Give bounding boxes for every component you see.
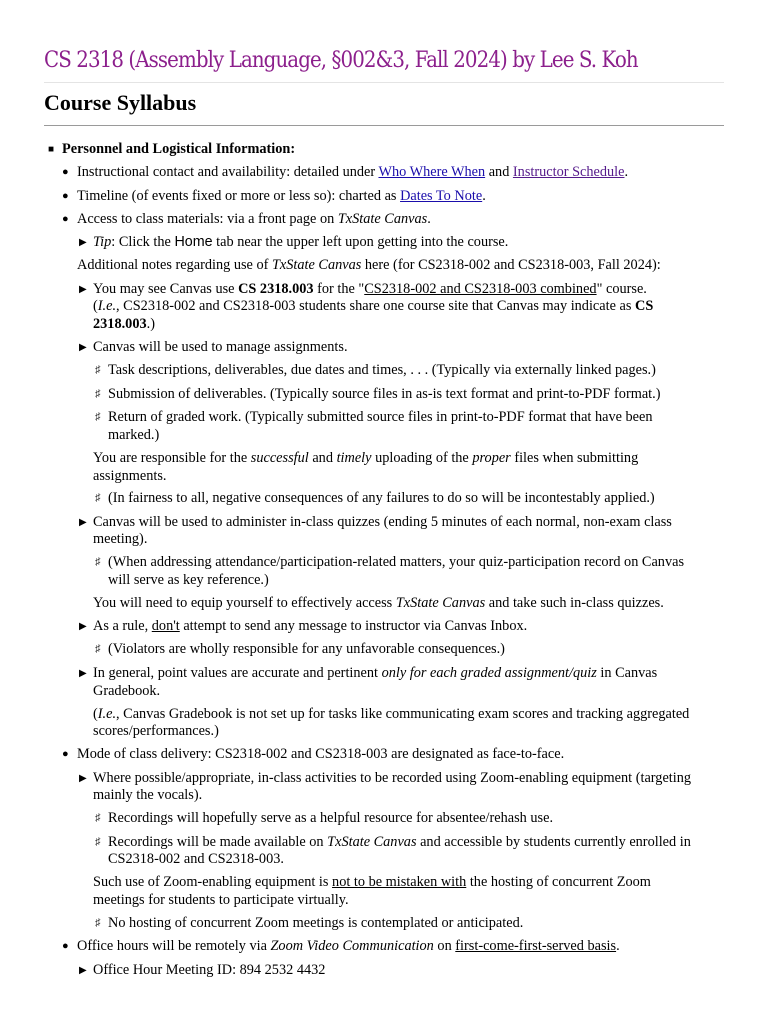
submission-item [108,386,661,403]
responsible-and: and [308,450,337,466]
may-see-line3-end: .) [146,316,155,332]
task-text: Task descriptions, deliverables, due dates and times, . . . (Typically via externally linked pages.) [108,362,656,378]
points-emphasis: only for each graded assignment/quiz [381,665,597,681]
instructional-text: Instructional contact and availability: detailed under [77,164,379,180]
responsible-line2: assignments. [93,468,167,484]
may-see-item [93,281,647,298]
may-see-end: " course. [596,281,647,297]
gradebook-note [93,706,689,723]
office-on: on [433,938,456,954]
meeting-id-text: Office Hour Meeting ID: 894 2532 4432 [93,962,326,978]
page-title: CS 2318 (Assembly Language, §002&3, Fall 2024) by Lee S. Koh [44,48,638,73]
cs-bold: CS [635,298,654,314]
additional-text: Additional notes regarding use of [77,257,272,273]
rule-end: attempt to send any message to instructor via Canvas Inbox. [179,618,528,634]
submission-text: Submission of deliverables. (Typically source files in as-is text format and print-to-PDF format.) [108,386,661,402]
attendance-text: (When addressing attendance/participation-related matters, your quiz-participation record on Canvas [108,554,685,570]
quizzes-text-2: meeting). [93,531,148,547]
recordings2-text: Recordings will be made available on [108,834,328,850]
who-where-when-link[interactable]: Who Where When [378,164,486,180]
instructional-period: . [624,164,629,180]
section-title: Course Syllabus [44,90,197,115]
zoom-use-note-cont [93,892,349,909]
equip-canvas: TxState Canvas [395,595,486,611]
access-canvas: TxState Canvas [337,211,428,227]
recordings2-item-cont [108,851,284,868]
additional-text-end: here (for CS2318-002 and CS2318-003, Fall 2024): [361,257,661,273]
no-hosting-text: No hosting of concurrent Zoom meetings is contemplated or anticipated. [108,915,524,931]
instructor-schedule-link[interactable]: Instructor Schedule [512,164,625,180]
attendance-item-cont [108,572,269,589]
gradebook-text: , Canvas Gradebook is not set up for tasks like communicating exam scores and tracking aggregated [116,706,690,722]
return-item [108,409,653,426]
list-item-delivery [77,746,564,763]
syllabus-page [0,0,768,126]
responsible-note [93,450,638,467]
meeting-id-item [93,962,325,979]
may-see-line2-text: , CS2318-002 and CS2318-003 students share one course site that Canvas may indicate as [116,298,635,314]
responsible-timely: timely [336,450,372,466]
recordings1-text: Recordings will hopefully serve as a helpful resource for absentee/rehash use. [108,810,554,826]
assignments-item [93,339,348,356]
tip-text-end: tab near the upper left upon getting into the course. [212,234,509,250]
recordings2-item [108,834,691,851]
combined-course-name: CS2318-002 and CS2318-003 combined [364,281,597,297]
gradebook-open: ( [93,706,98,722]
personnel-heading-text: Personnel and Logistical Information: [62,141,296,157]
code-bold: 2318.003 [93,316,147,332]
list-item-access [77,211,431,228]
access-period: . [427,211,431,227]
dates-to-note-link[interactable]: Dates To Note [400,188,483,204]
may-see-line3 [93,316,155,333]
list-item-timeline [77,188,486,205]
quizzes-item-cont [93,531,147,548]
tip-text: : Click the [111,234,175,250]
return-text-2: marked.) [108,427,160,443]
office-basis: first-come-first-served basis [455,938,617,954]
gradebook-ie: I.e. [97,706,117,722]
attendance-item [108,554,684,571]
home-tab-text: Home [174,234,213,250]
violators-item [108,641,505,658]
delivery-text: Mode of class delivery: CS2318-002 and CS2318-003 are designated as face-to-face. [77,746,565,762]
responsible-successful: successful [250,450,309,466]
quizzes-item [93,514,672,531]
responsible-mid: uploading of the [371,450,473,466]
equip-note [93,595,664,612]
zoom-text-2: mainly the vocals). [93,787,203,803]
list-item-instructional [77,164,628,181]
equip-end: and take such in-class quizzes. [485,595,664,611]
additional-notes [77,257,661,274]
timeline-text: Timeline (of events fixed or more or less so): charted as [77,188,401,204]
recordings2-canvas: TxState Canvas [327,834,417,850]
responsible-note-cont [93,468,166,485]
task-item [108,362,656,379]
assignments-text: Canvas will be used to manage assignments. [93,339,348,355]
points-item-cont [93,683,160,700]
course-code: CS 2318.003 [238,281,314,297]
no-hosting-item [108,915,523,932]
fairness-item [108,490,655,507]
tip-item [93,234,508,251]
fairness-text: (In fairness to all, negative consequences of any failures to do so will be incontestably applied.) [108,490,655,506]
recordings1-item [108,810,553,827]
recordings2-line2: CS2318-002 and CS2318-003. [108,851,284,867]
may-see-line2: (I.e., CS2318-002 and CS2318-003 students share one course site that Canvas may indicate as CS [93,298,654,314]
return-item-cont [108,427,159,444]
responsible-text: You are responsible for the [93,450,251,466]
inbox-rule-item [93,618,527,635]
list-item-office [77,938,620,955]
responsible-end: files when submitting [510,450,639,466]
rule-dont: don't [151,618,180,634]
access-text: Access to class materials: via a front page on [77,211,338,227]
zoom-text: Where possible/appropriate, in-class activities to be recorded using Zoom-enabling equipment (targeting [93,770,692,786]
ie-abbrev: I.e. [97,298,117,314]
quizzes-text: Canvas will be used to administer in-class quizzes (ending 5 minutes of each normal, non-exam class [93,514,672,530]
zoom-use-end: the hosting of concurrent Zoom [466,874,651,890]
return-text: Return of graded work. (Typically submitted source files in print-to-PDF format that have been [108,409,653,425]
zoom-item [93,770,691,787]
points-text: In general, point values are accurate and pertinent [93,665,382,681]
may-see-text: You may see Canvas use [93,281,239,297]
additional-canvas: TxState Canvas [271,257,362,273]
office-text: Office hours will be remotely via [77,938,271,954]
gradebook-line2: scores/performances.) [93,723,219,739]
points-item [93,665,657,682]
zoom-use-note [93,874,651,891]
may-see-mid: for the " [313,281,365,297]
violators-text: (Violators are wholly responsible for any unfavorable consequences.) [108,641,505,657]
attendance-text-2: will serve as key reference.) [108,572,269,588]
personnel-heading [62,141,295,158]
equip-text: You will need to equip yourself to effectively access [93,595,396,611]
office-period: . [616,938,620,954]
responsible-proper: proper [472,450,511,466]
zoom-use-text: Such use of Zoom-enabling equipment is [93,874,333,890]
rule-text: As a rule, [93,618,152,634]
recordings2-end: and accessible by students currently enrolled in [416,834,691,850]
zoom-item-cont [93,787,202,804]
points-line2: Gradebook. [93,683,161,699]
tip-label: Tip [93,234,112,250]
subtitle-divider [44,125,724,126]
title-divider [44,82,724,83]
gradebook-note-cont [93,723,219,740]
zoom-use-line2: meetings for students to participate virtually. [93,892,349,908]
timeline-period: . [482,188,486,204]
instructional-and: and [485,164,513,180]
zoom-use-underline: not to be mistaken with [332,874,467,890]
points-end: in Canvas [596,665,658,681]
office-zoom: Zoom Video Communication [270,938,434,954]
